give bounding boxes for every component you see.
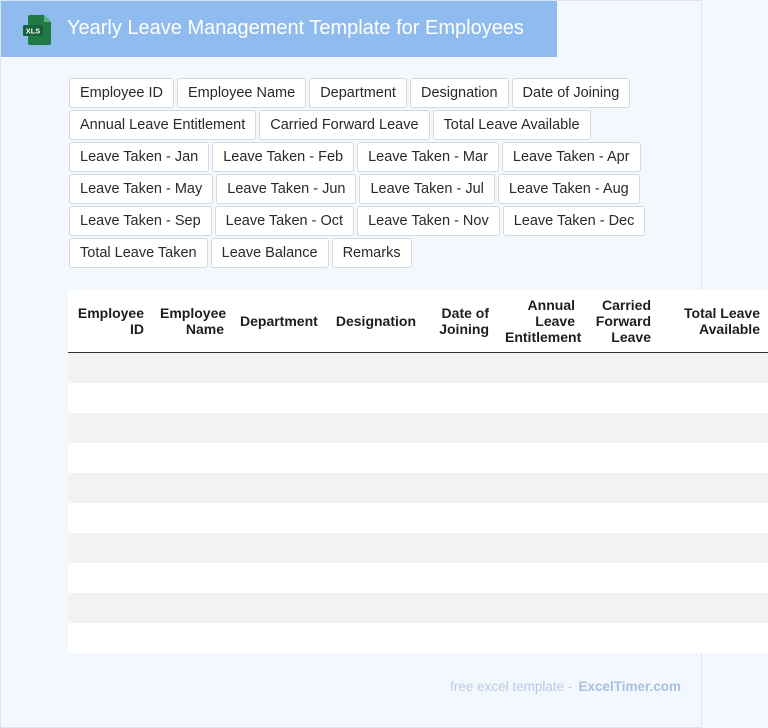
field-chip: Leave Taken - Apr	[502, 142, 641, 172]
field-chip: Annual Leave Entitlement	[69, 110, 256, 140]
table-cell[interactable]	[68, 563, 152, 593]
field-chip: Total Leave Available	[433, 110, 591, 140]
field-chip: Leave Taken - Jun	[216, 174, 356, 204]
table-cell[interactable]	[152, 533, 232, 563]
field-chip-row	[69, 110, 644, 140]
table-cell[interactable]	[152, 413, 232, 443]
table-cell[interactable]	[583, 533, 659, 563]
table-cell[interactable]	[152, 593, 232, 623]
table-row	[68, 383, 768, 413]
data-table	[68, 290, 760, 653]
table-cell[interactable]	[659, 533, 768, 563]
table-cell[interactable]	[424, 353, 497, 384]
field-chip-row	[69, 174, 644, 204]
table-cell[interactable]	[232, 533, 324, 563]
table-cell[interactable]	[424, 473, 497, 503]
table-cell[interactable]	[497, 623, 583, 653]
table-cell[interactable]	[583, 383, 659, 413]
table-cell[interactable]	[583, 473, 659, 503]
table-cell[interactable]	[232, 353, 324, 384]
table-cell[interactable]	[232, 563, 324, 593]
table-cell[interactable]	[424, 413, 497, 443]
field-chip: Leave Taken - Jul	[359, 174, 494, 204]
table-cell[interactable]	[497, 473, 583, 503]
table-cell[interactable]	[659, 443, 768, 473]
table-cell[interactable]	[583, 353, 659, 384]
table-row	[68, 533, 768, 563]
table-cell[interactable]	[659, 473, 768, 503]
table-cell[interactable]	[232, 413, 324, 443]
table-cell[interactable]	[424, 563, 497, 593]
field-chip: Leave Balance	[211, 238, 329, 268]
table-cell[interactable]	[424, 593, 497, 623]
table-cell[interactable]	[324, 593, 424, 623]
table-cell[interactable]	[497, 383, 583, 413]
table-cell[interactable]	[232, 443, 324, 473]
field-chip: Leave Taken - Aug	[498, 174, 640, 204]
page-title: Yearly Leave Management Template for Employees	[67, 17, 524, 39]
xls-icon-label: XLS	[25, 26, 41, 36]
table-cell[interactable]	[324, 563, 424, 593]
field-chip: Employee Name	[177, 78, 306, 108]
table-cell[interactable]	[583, 443, 659, 473]
table-cell[interactable]	[68, 473, 152, 503]
table-cell[interactable]	[659, 413, 768, 443]
table-cell[interactable]	[497, 443, 583, 473]
footer	[450, 679, 681, 694]
field-chip: Date of Joining	[512, 78, 631, 108]
field-chip: Leave Taken - Jan	[69, 142, 209, 172]
table-cell[interactable]	[324, 353, 424, 384]
table-cell[interactable]	[152, 503, 232, 533]
table-cell[interactable]	[68, 353, 152, 384]
table-cell[interactable]	[68, 623, 152, 653]
table-cell[interactable]	[659, 593, 768, 623]
table-cell[interactable]	[324, 473, 424, 503]
table-cell[interactable]	[583, 563, 659, 593]
table-cell[interactable]	[152, 563, 232, 593]
table-cell[interactable]	[583, 593, 659, 623]
table-row	[68, 473, 768, 503]
table-cell[interactable]	[152, 623, 232, 653]
table-cell[interactable]	[324, 443, 424, 473]
table-cell[interactable]	[68, 383, 152, 413]
table-cell[interactable]	[324, 413, 424, 443]
table-cell[interactable]	[232, 383, 324, 413]
field-chip-row	[69, 142, 644, 172]
table-cell[interactable]	[659, 353, 768, 384]
table-body	[68, 353, 768, 654]
field-chip-row	[69, 78, 644, 108]
field-chip-list	[69, 78, 644, 270]
table-cell[interactable]	[152, 473, 232, 503]
table-cell[interactable]	[424, 533, 497, 563]
table-cell[interactable]	[324, 503, 424, 533]
table-cell[interactable]	[497, 353, 583, 384]
table-cell[interactable]	[497, 533, 583, 563]
column-header: Designation	[324, 290, 424, 353]
table-cell[interactable]	[497, 503, 583, 533]
field-chip: Leave Taken - Dec	[503, 206, 646, 236]
table-cell[interactable]	[583, 623, 659, 653]
table-cell[interactable]	[324, 533, 424, 563]
table-cell[interactable]	[68, 593, 152, 623]
field-chip: Leave Taken - May	[69, 174, 213, 204]
field-chip: Leave Taken - Mar	[357, 142, 499, 172]
field-chip: Leave Taken - Nov	[357, 206, 500, 236]
header-banner	[1, 1, 557, 57]
table-cell[interactable]	[583, 503, 659, 533]
table-row	[68, 563, 768, 593]
table-cell[interactable]	[152, 443, 232, 473]
column-header: Employee Name	[152, 290, 232, 353]
footer-brand-link[interactable]: ExcelTimer.com	[578, 679, 681, 694]
table-cell[interactable]	[232, 473, 324, 503]
table-cell[interactable]	[659, 503, 768, 533]
table-cell[interactable]	[152, 383, 232, 413]
field-chip: Carried Forward Leave	[259, 110, 429, 140]
table-cell[interactable]	[232, 503, 324, 533]
table-row	[68, 593, 768, 623]
table-cell[interactable]	[497, 593, 583, 623]
table-cell[interactable]	[424, 443, 497, 473]
table-row	[68, 413, 768, 443]
footer-text: free excel template -	[450, 679, 573, 694]
table-cell[interactable]	[324, 623, 424, 653]
table-cell[interactable]	[68, 503, 152, 533]
table-cell[interactable]	[424, 503, 497, 533]
field-chip: Leave Taken - Sep	[69, 206, 212, 236]
table-row	[68, 623, 768, 653]
table-cell[interactable]	[232, 623, 324, 653]
table-cell[interactable]	[659, 623, 768, 653]
table-cell[interactable]	[659, 383, 768, 413]
field-chip: Designation	[410, 78, 509, 108]
table-cell[interactable]	[424, 623, 497, 653]
field-chip-row	[69, 206, 644, 236]
column-header: Employee ID	[68, 290, 152, 353]
column-header: Carried Forward Leave	[583, 290, 659, 353]
table-row	[68, 443, 768, 473]
table-cell[interactable]	[68, 533, 152, 563]
table-cell[interactable]	[497, 563, 583, 593]
table-cell[interactable]	[424, 383, 497, 413]
field-chip: Employee ID	[69, 78, 174, 108]
field-chip: Total Leave Taken	[69, 238, 208, 268]
field-chip-row	[69, 238, 644, 268]
column-header: Annual Leave Entitlement	[497, 290, 583, 353]
column-header: Total Leave Available	[659, 290, 768, 353]
field-chip: Remarks	[332, 238, 412, 268]
field-chip: Leave Taken - Oct	[215, 206, 354, 236]
table-cell[interactable]	[659, 563, 768, 593]
table-cell[interactable]	[583, 413, 659, 443]
field-chip: Department	[309, 78, 407, 108]
table-cell[interactable]	[232, 593, 324, 623]
table-header-row	[68, 290, 768, 353]
field-chip: Leave Taken - Feb	[212, 142, 354, 172]
table-cell[interactable]	[497, 413, 583, 443]
column-header: Department	[232, 290, 324, 353]
table-cell[interactable]	[324, 383, 424, 413]
table-cell[interactable]	[152, 353, 232, 384]
table-cell[interactable]	[68, 443, 152, 473]
table-cell[interactable]	[68, 413, 152, 443]
column-header: Date of Joining	[424, 290, 497, 353]
excel-file-icon	[23, 15, 51, 45]
table-row	[68, 503, 768, 533]
table-row	[68, 353, 768, 384]
